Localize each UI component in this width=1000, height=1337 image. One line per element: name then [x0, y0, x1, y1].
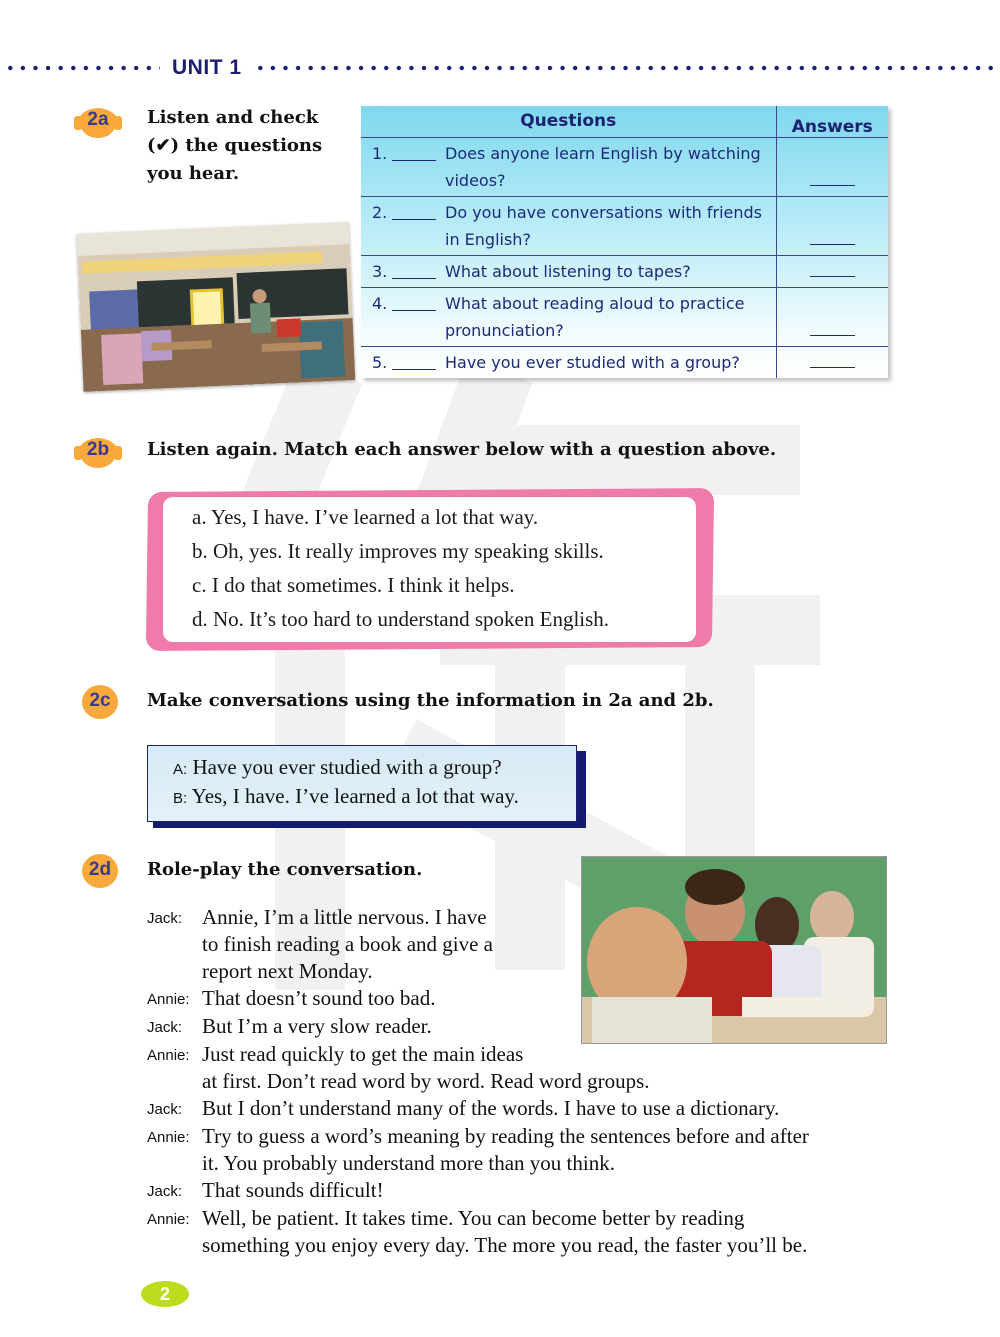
instruction-2a [147, 104, 357, 188]
answer-blank[interactable] [810, 367, 855, 368]
badge-label: 2b [86, 439, 110, 460]
instruction-2b: Listen again. Match each answer below with a question above. [147, 439, 777, 460]
unit-header [0, 54, 1000, 82]
badge-2a [72, 98, 124, 138]
question-number: 4. [372, 293, 388, 313]
instruction-2d: Role-play the conversation. [147, 859, 423, 880]
speaker-label: Annie: [147, 1129, 190, 1146]
question-text [445, 258, 776, 285]
section-2c [0, 687, 1000, 822]
question-line: in English? [445, 229, 531, 249]
example-text: Have you ever studied with a group? [192, 755, 502, 779]
speaker-label: Jack: [147, 1183, 183, 1200]
example-conversation-box [147, 745, 583, 822]
question-line: Have you ever studied with a group? [445, 352, 740, 372]
section-2a [0, 104, 1000, 394]
speaker-label: Jack: [147, 1019, 183, 1036]
speaker-label: Jack: [147, 1101, 183, 1118]
section-2b [0, 436, 1000, 649]
dialogue-turn [147, 1095, 887, 1123]
table-row [361, 196, 888, 255]
dialogue-line: Try to guess a word’s meaning by reading the sentences before and after [202, 1124, 809, 1148]
section-2d [0, 856, 1000, 1259]
badge-label: 2d [88, 859, 112, 880]
question-text [445, 349, 776, 376]
unit-title: UNIT 1 [172, 56, 242, 79]
dialogue-line: report next Monday. [202, 959, 373, 983]
question-line: Do you have conversations with friends [445, 202, 763, 222]
answer-blank[interactable] [810, 335, 855, 336]
question-text [445, 199, 776, 253]
dialogue-line: That sounds difficult! [202, 1178, 384, 1202]
speaker-label: Annie: [147, 991, 190, 1008]
badge-2b [72, 428, 124, 468]
check-blank[interactable] [392, 369, 436, 370]
answer-option-a: a. Yes, I have. I’ve learned a lot that way. [192, 505, 539, 529]
badge-label: 2c [89, 690, 111, 711]
question-text [445, 290, 776, 344]
questions-table [361, 106, 888, 378]
answer-blank[interactable] [810, 244, 855, 245]
answer-option-b: b. Oh, yes. It really improves my speaking skills. [192, 539, 604, 563]
answer-option-c: c. I do that sometimes. I think it helps. [192, 573, 515, 597]
column-header-answers: Answers [776, 106, 888, 137]
example-text: Yes, I have. I’ve learned a lot that way. [191, 784, 519, 808]
answer-blank[interactable] [810, 276, 855, 277]
dialogue-line: That doesn’t sound too bad. [202, 986, 436, 1010]
badge-2d [68, 850, 120, 890]
question-line: Does anyone learn English by watching [445, 143, 761, 163]
dialogue-line: Well, be patient. It takes time. You can become better by reading [202, 1206, 745, 1230]
check-blank[interactable] [392, 310, 436, 311]
answer-blank[interactable] [810, 185, 855, 186]
question-line: videos? [445, 170, 506, 190]
dialogue-line: But I’m a very slow reader. [202, 1014, 432, 1038]
speaker-label: Annie: [147, 1047, 190, 1064]
students-reading-photo [581, 856, 887, 1044]
classroom-photo [77, 222, 356, 392]
dotted-rule-right [254, 65, 1000, 71]
question-number: 5. [372, 352, 388, 372]
check-blank[interactable] [392, 160, 436, 161]
speaker-label: Annie: [147, 1211, 190, 1228]
question-number: 3. [372, 261, 388, 281]
page-number-badge [141, 1281, 189, 1307]
question-line: What about listening to tapes? [445, 261, 691, 281]
dialogue-turn [147, 1123, 887, 1177]
table-row [361, 137, 888, 196]
table-row [361, 287, 888, 346]
instruction-line: (✔) the questions [147, 135, 323, 156]
badge-2c [68, 681, 120, 721]
dialogue-line: to finish reading a book and give a [202, 932, 494, 956]
speaker-label: B: [173, 790, 188, 807]
table-header-row [361, 106, 888, 137]
question-number: 2. [372, 202, 388, 222]
answer-box-frame [147, 490, 713, 649]
dialogue-line: But I don’t understand many of the words. I have to use a dictionary. [202, 1096, 780, 1120]
example-line [173, 783, 576, 812]
dialogue-line: it. You probably understand more than you think. [202, 1151, 615, 1175]
dialogue-line: something you enjoy every day. The more you read, the faster you’ll be. [202, 1233, 808, 1257]
speaker-label: A: [173, 761, 188, 778]
dialogue-turn [147, 1041, 887, 1095]
page-number: 2 [159, 1284, 170, 1304]
table-row [361, 255, 888, 287]
dialogue-line: Annie, I’m a little nervous. I have [202, 905, 487, 929]
answer-option-d: d. No. It’s too hard to understand spoken English. [192, 607, 610, 631]
dialogue-line: at first. Don’t read word by word. Read word groups. [202, 1069, 650, 1093]
dotted-rule-left [4, 65, 160, 71]
instruction-line: Listen and check [147, 107, 319, 128]
instruction-line: you hear. [147, 163, 240, 184]
table-row [361, 346, 888, 378]
question-line: What about reading aloud to practice [445, 293, 745, 313]
question-text [445, 140, 776, 194]
instruction-2c: Make conversations using the information in 2a and 2b. [147, 690, 714, 711]
badge-label: 2a [87, 109, 109, 130]
example-line [173, 754, 576, 783]
dialogue-turn [147, 1177, 887, 1205]
question-number: 1. [372, 143, 388, 163]
dialogue-line: Just read quickly to get the main ideas [202, 1042, 524, 1066]
check-blank[interactable] [392, 219, 436, 220]
check-blank[interactable] [392, 278, 436, 279]
column-header-questions: Questions [361, 106, 776, 137]
answer-box [163, 497, 696, 642]
speaker-label: Jack: [147, 910, 183, 927]
question-line: pronunciation? [445, 320, 564, 340]
dialogue-turn [147, 1205, 887, 1259]
